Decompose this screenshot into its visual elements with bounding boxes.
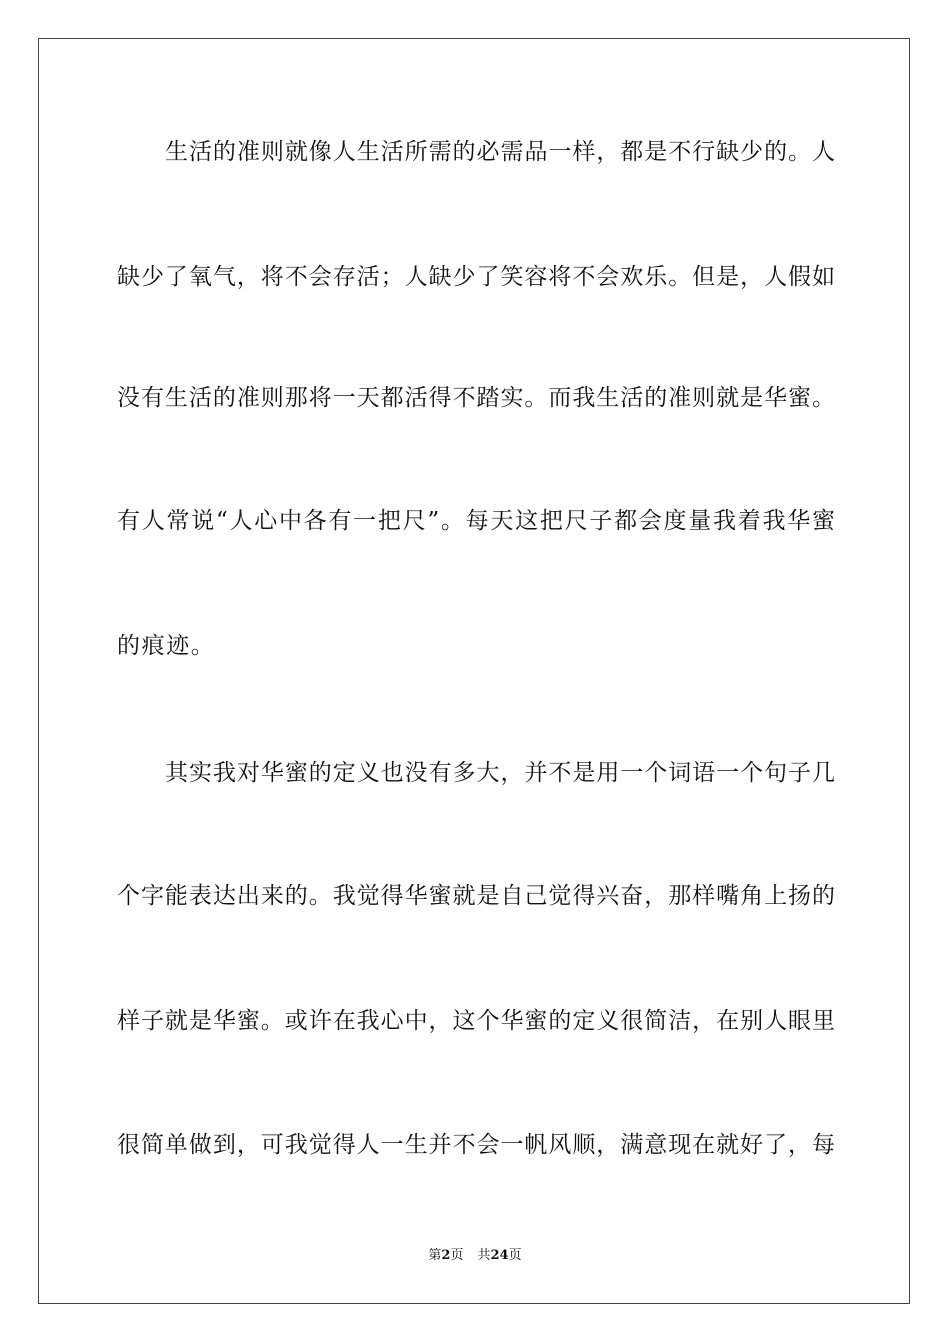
paragraph-1-line-3: 没有生活的准则那将一天都活得不踏实。而我生活的准则就是华蜜。 — [117, 385, 835, 411]
page-footer — [0, 1248, 950, 1264]
page-suffix: 页 — [450, 1248, 464, 1263]
total-prefix: 共 — [477, 1248, 491, 1263]
paragraph-1-line-5: 的痕迹。 — [117, 633, 216, 659]
paragraph-2-line-2: 个字能表达出来的。我觉得华蜜就是自己觉得兴奋，那样嘴角上扬的 — [117, 883, 835, 909]
total-suffix: 页 — [508, 1248, 522, 1263]
paragraph-2-line-3: 样子就是华蜜。或许在我心中，这个华蜜的定义很简洁，在别人眼里 — [117, 1008, 835, 1034]
page-prefix: 第 — [428, 1248, 442, 1263]
page-number: 2 — [441, 1248, 451, 1263]
paragraph-2-line-4: 很简单做到，可我觉得人一生并不会一帆风顺，满意现在就好了，每 — [117, 1132, 835, 1158]
total-pages: 24 — [490, 1248, 509, 1263]
paragraph-1-line-1: 生活的准则就像人生活所需的必需品一样，都是不行缺少的。人 — [165, 139, 835, 165]
paragraph-1-line-4: 有人常说“人心中各有一把尺”。每天这把尺子都会度量我着我华蜜 — [117, 508, 835, 534]
page-border — [38, 38, 910, 1304]
paragraph-1-line-2: 缺少了氧气，将不会存活；人缺少了笑容将不会欢乐。但是，人假如 — [117, 264, 835, 290]
paragraph-2-line-1: 其实我对华蜜的定义也没有多大，并不是用一个词语一个句子几 — [165, 760, 835, 786]
